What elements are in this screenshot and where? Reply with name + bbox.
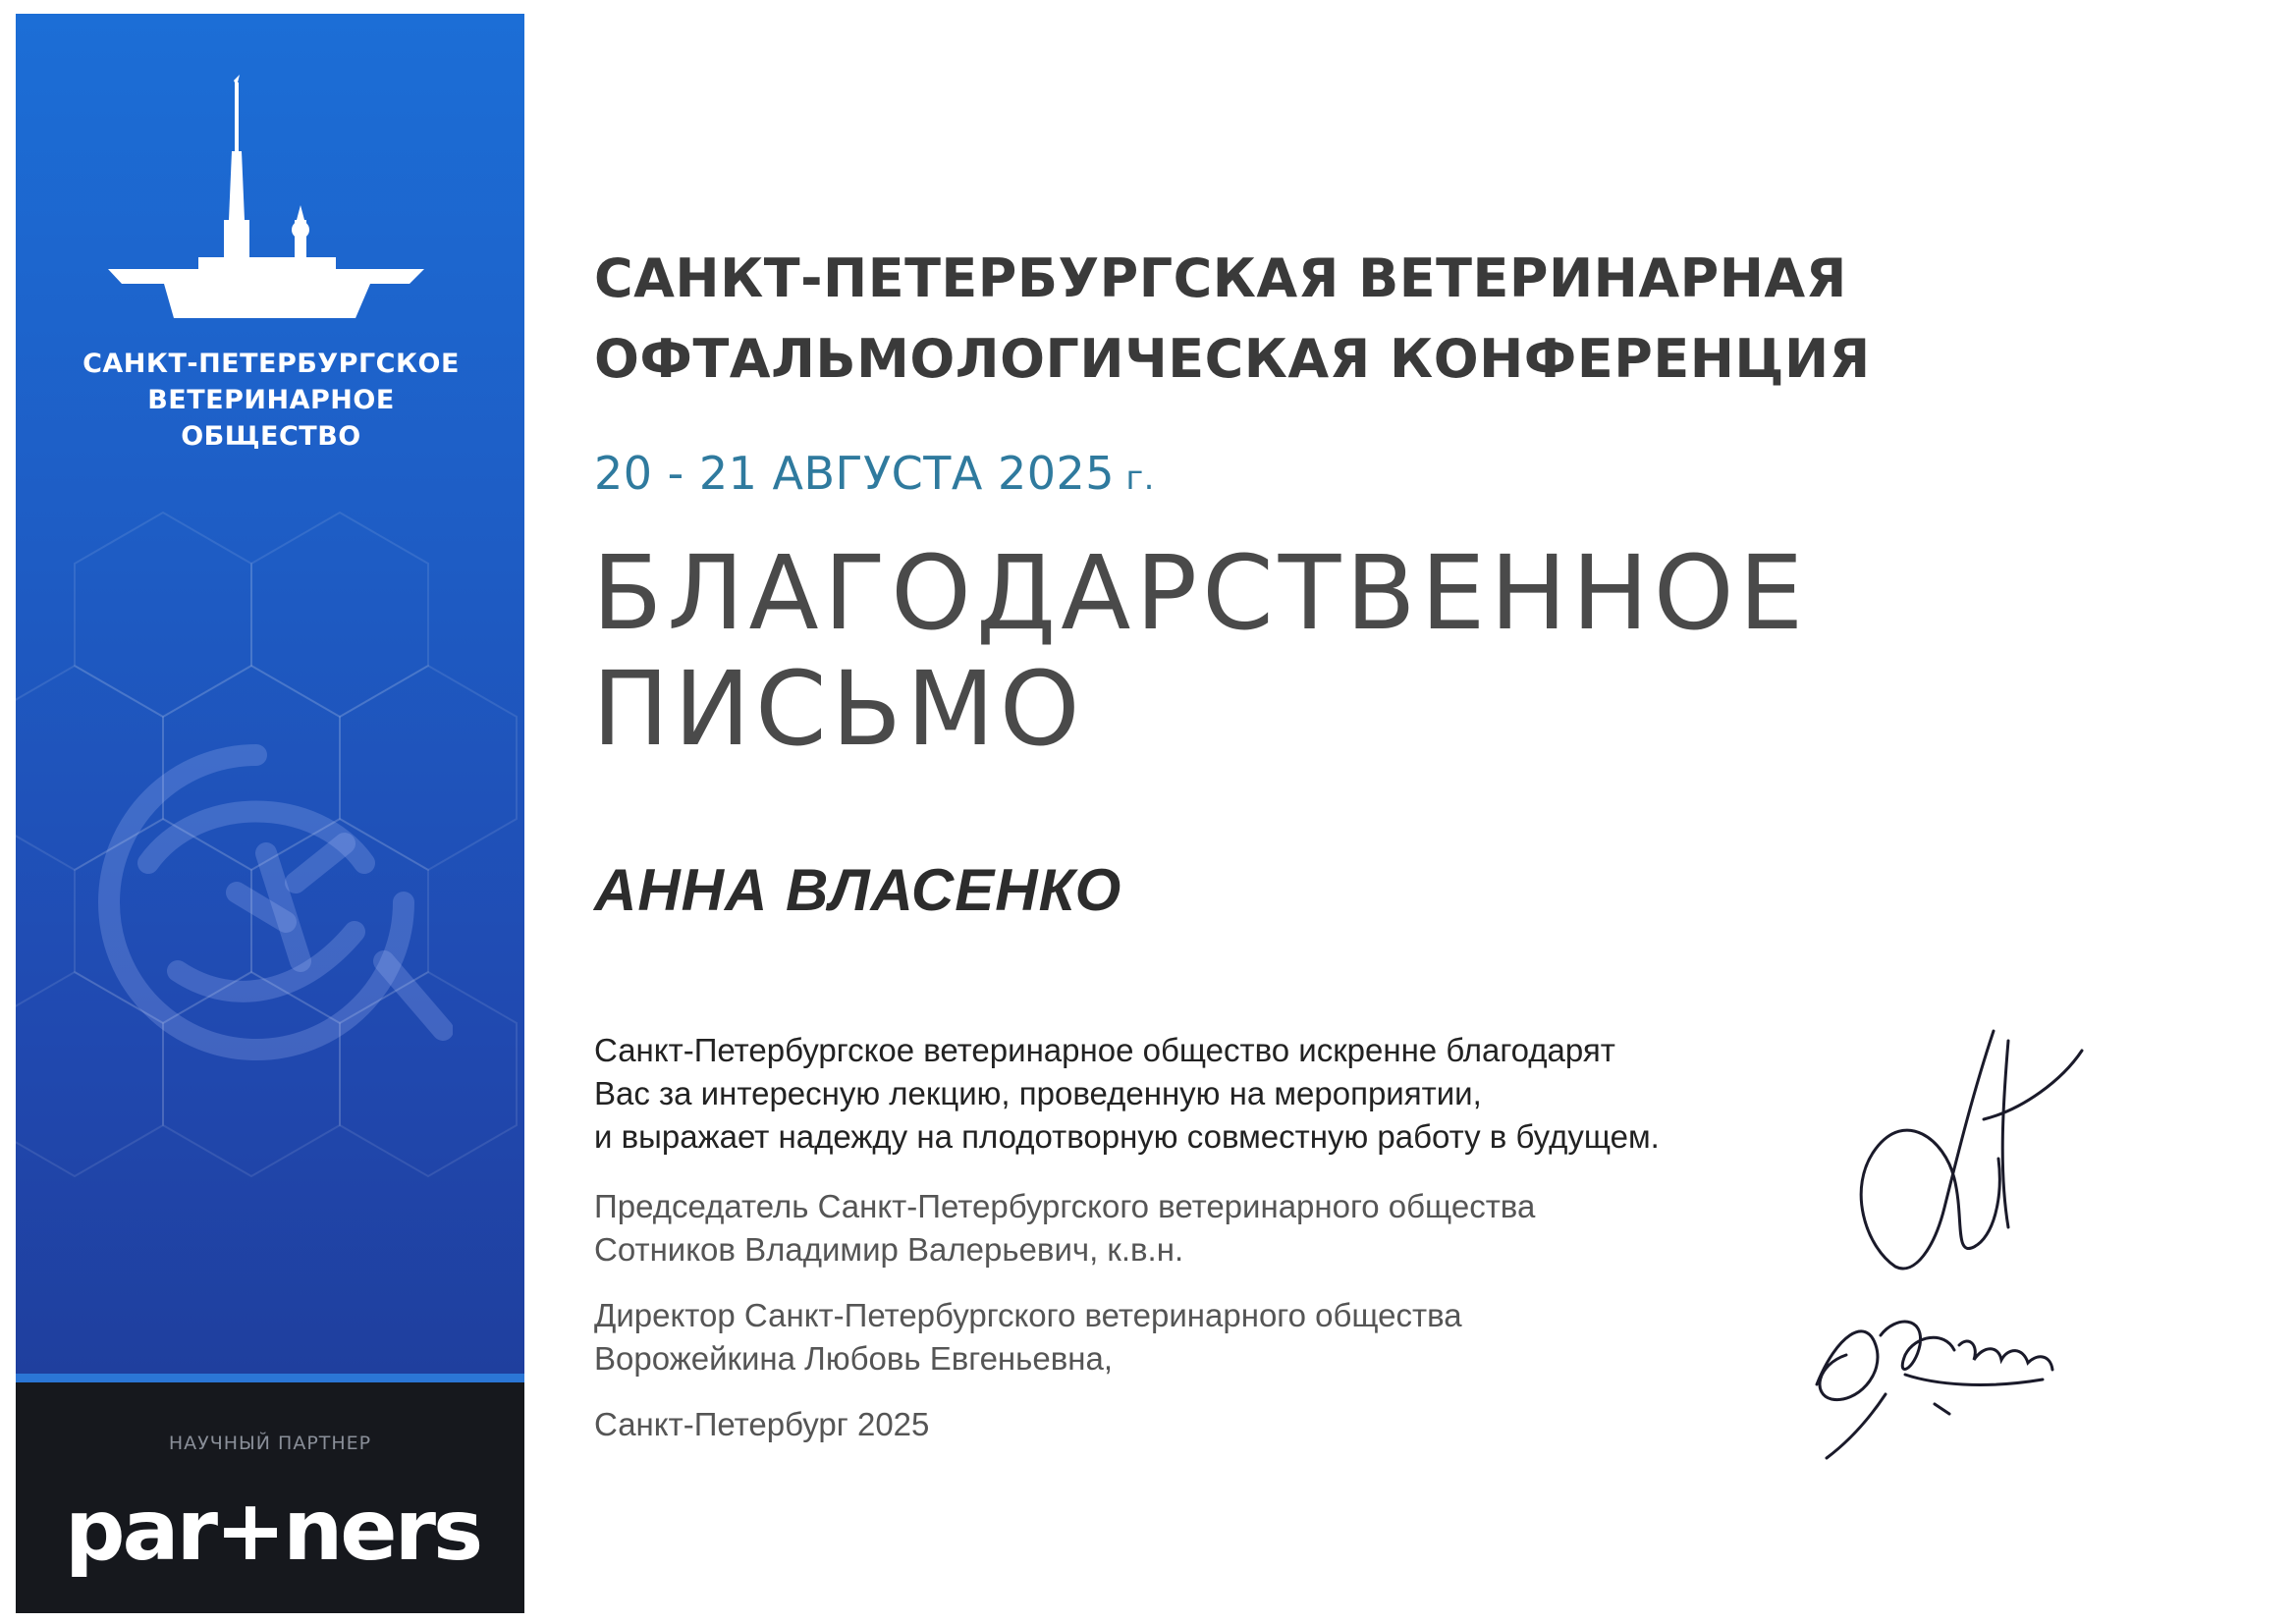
handwritten-signature-2-icon	[1787, 1276, 2082, 1473]
signatory-line: Сотников Владимир Валерьевич, к.в.н.	[594, 1231, 1184, 1268]
conference-title-line: ОФТАЛЬМОЛОГИЧЕСКАЯ КОНФЕРЕНЦИЯ	[594, 328, 1871, 390]
letter-body-line: и выражает надежду на плодотворную совместную работу в будущем.	[594, 1118, 1660, 1155]
partner-brand-logo: par+ners	[65, 1482, 481, 1580]
partner-label: НАУЧНЫЙ ПАРТНЕР	[168, 1433, 372, 1454]
letter-title-line: ПИСЬМО	[592, 649, 1085, 769]
place-and-year: Санкт-Петербург 2025	[594, 1406, 930, 1442]
conference-date	[594, 447, 1155, 500]
letter-body-line: Вас за интересную лекцию, проведенную на мероприятии,	[594, 1075, 1482, 1111]
signatory-line: Председатель Санкт-Петербургского ветеринарного общества	[594, 1188, 1536, 1224]
letter-title	[592, 535, 1967, 767]
conference-title	[594, 239, 1871, 400]
letter-title-line: БЛАГОДАРСТВЕННОЕ	[592, 533, 1809, 653]
org-name-line: САНКТ-ПЕТЕРБУРГСКОЕ	[82, 349, 460, 379]
partner-box	[16, 1374, 524, 1613]
peter-and-paul-fortress-icon	[90, 73, 444, 338]
org-name	[55, 346, 487, 455]
signatory-director	[594, 1294, 1773, 1380]
conference-title-line: САНКТ-ПЕТЕРБУРГСКАЯ ВЕТЕРИНАРНАЯ	[594, 247, 1847, 309]
signatory-line: Директор Санкт-Петербургского ветеринарного общества	[594, 1297, 1462, 1333]
signatory-line: Ворожейкина Любовь Евгеньевна,	[594, 1340, 1113, 1377]
signatory-chairman	[594, 1185, 1773, 1271]
org-name-line: ВЕТЕРИНАРНОЕ	[147, 385, 395, 415]
eye-branch-emblem-icon	[60, 716, 453, 1069]
conference-date-suffix: г.	[1115, 459, 1155, 498]
letter-body-line: Санкт-Петербургское ветеринарное общество искренне благодарят	[594, 1032, 1615, 1068]
handwritten-signature-1-icon	[1836, 1011, 2102, 1286]
letter-body	[594, 1029, 1871, 1159]
org-name-line: ОБЩЕСТВО	[181, 421, 361, 452]
recipient-name: АННА ВЛАСЕНКО	[594, 857, 1122, 923]
conference-date-text: 20 - 21 АВГУСТА 2025	[594, 447, 1116, 500]
partner-stripe	[16, 1374, 524, 1382]
sidebar-panel	[16, 14, 524, 1374]
